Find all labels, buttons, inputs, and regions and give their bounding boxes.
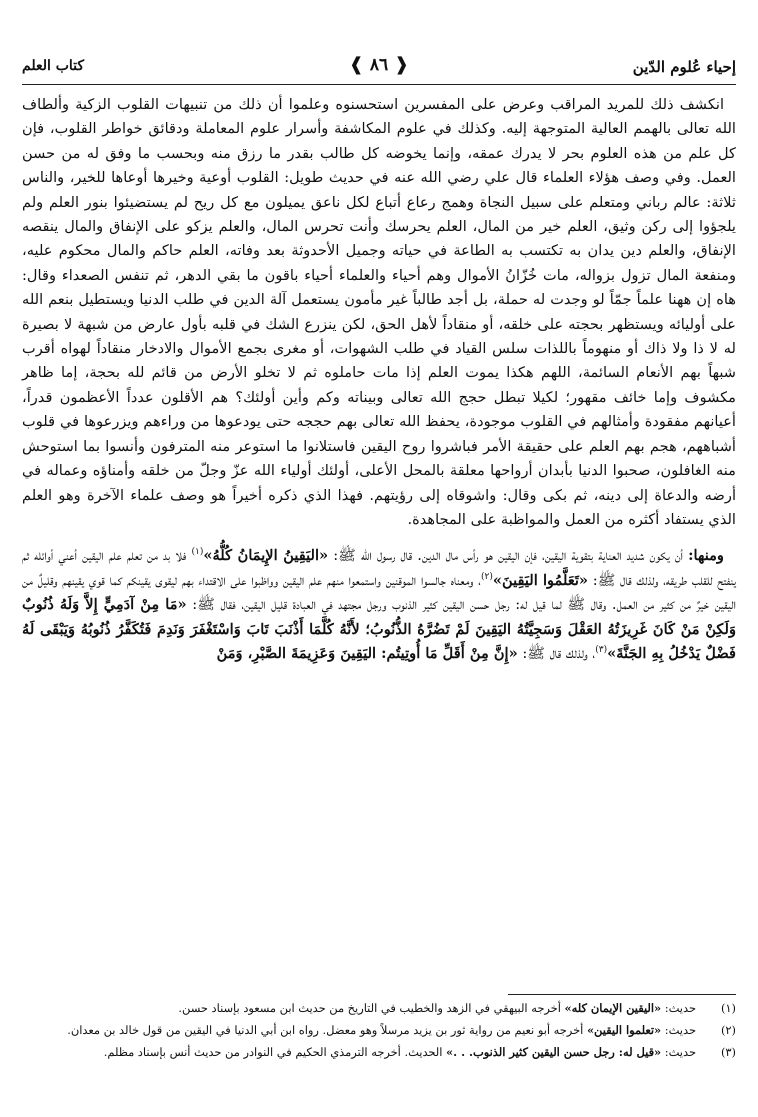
footnote-text xyxy=(22,1044,696,1061)
chapter-title: كتاب العلم xyxy=(22,58,85,74)
page-header xyxy=(22,54,736,85)
footnote-body: الحديث. أخرجه الترمذي الحكيم في النوادر من حديث أنس بإسناد مظلم. xyxy=(103,1045,447,1059)
footnote-number: (٣) xyxy=(720,1045,736,1059)
footnote-body: أخرجه البيهقي في الزهد والخطيب في التاريخ من حديث ابن مسعود بإسناد حسن. xyxy=(178,1001,565,1015)
footnote-text xyxy=(22,1022,696,1039)
footnote-ref: (٢) xyxy=(480,571,493,582)
footnotes xyxy=(22,1000,736,1066)
text-run: ، ولذلك قال ﷺ: xyxy=(517,644,596,662)
footnote-prefix: حديث: xyxy=(661,1023,696,1037)
book-title: إحياء عُلوم الدّين xyxy=(632,58,736,76)
ornament-left-icon: ❱ xyxy=(348,54,364,75)
footnote-divider xyxy=(508,994,736,995)
footnote-number: (٢) xyxy=(720,1023,736,1037)
footnote-text xyxy=(22,1000,696,1017)
text-run: فلا بد من تعلم علم اليقين أعني أوائله ثم ينفتح للقلب طريقه، ولذلك قال ﷺ: xyxy=(22,547,736,589)
page-number: ٨٦ xyxy=(369,55,389,75)
paragraph-lead: ومنها: xyxy=(688,547,724,565)
footnote xyxy=(22,1044,736,1061)
footnote-prefix: حديث: xyxy=(661,1001,696,1015)
hadith-quote: «تَعَلَّمُوا اليَقِينَ» xyxy=(492,571,589,589)
hadith-quote: «إِنَّ مِنْ أَقَلِّ مَا أُوتِيتُم: اليَقِينَ وَعَزِيمَةَ الصَّبْرِ، وَمَنْ xyxy=(216,644,518,662)
footnote xyxy=(22,1022,736,1039)
footnote-ref: (٣) xyxy=(595,645,608,656)
text-run: ، ومعناه جالسوا الموقنين واستمعوا منهم علم اليقين وواظبوا على الاقتداء بهم ليقوى يقينكم كما قوي يقينهم وقليلٌ من اليقين خيرٌ من كثير من العمل. وقال ﷺ لما قيل له: رجل حسن اليقين كثير الذنوب ورجل مجتهد في العبادة قليل اليقين، فقال ﷺ: xyxy=(22,571,736,614)
paragraph-1: انكشف ذلك للمريد المراقب وعرض على المفسرين استحسنوه وعلموا أن ذلك من تنبيهات القلوب الزكية وألطاف الله تعالى بالهمم العالية المتوجهة إليه. وكذلك في علوم المكاشفة وأسرار علوم المعاملة ودقائق خواطر القلوب، فإن كل علم من هذه العلوم بحر لا يدرك عمقه، وإنما يخوضه كل طالب بقدر ما رزق منه وبحسب ما وفق له من حسن العمل. وفي وصف هؤلاء العلماء قال علي رضي الله عنه في حديث طويل: القلوب أوعية وخيرها أوعاها للخير، والناس ثلاثة: عالم رباني ومتعلم على سبيل النجاة وهمج رعاع أتباع لكل ناعق يميلون مع كل ريح لم يستضيئوا بنور العلم ولم يلجؤوا إلى ركن وثيق، العلم خير من المال، العلم يحرسك وأنت تحرس المال، والعلم يزكو على الإنفاق والمال ينقصه الإنفاق، والعلم دين يدان به تكتسب به الطاعة في حياته وجميل الأحدوثة بعد وفاته، العلم حاكم والمال محكوم عليه، ومنفعة المال تزول بزواله، مات خُزّانُ الأموال وهم أحياء والعلماء أحياء باقون ما بقي الدهر، ثم تنفس الصعداء وقال: هاه إن ههنا علماً جمّاً لو وجدت له حملة، بل أجد طالباً غير مأمون يستعمل آلة الدين في طلب الدنيا ويستطيل بنعم الله على أوليائه ويستظهر بحجته على خلقه، أو منقاداً لأهل الحق، لكن ينزرع الشك في قلبه بأول عارض من شبهة لا بصيرة له لا ذا ولا ذاك أو منهوماً باللذات سلس القياد في طلب الشهوات، أو مغرى بجمع الأموال والادخار منقاداً لهواه أقرب شبهاً بهم الأنعام السائمة، اللهم هكذا يموت العلم إذا مات حاملوه ثم لا تخلو الأرض من قائم لله بحجة، إما ظاهر مكشوف وإما خائف مقهور؛ لكيلا تبطل حجج الله تعالى وبيناته وكم وأين أولئك؟ هم الأقلون عدداً الأعظمون قدراً، أعيانهم مفقودة وأمثالهم في القلوب موجودة، يحفظ الله تعالى بهم حججه حتى يودعوها من وراءهم ويزرعوها في قلوب أشباههم، هجم بهم العلم على حقيقة الأمر فباشروا روح اليقين فاستلانوا ما استوعر منه المترفون وأنسوا بما استوحش منه الغافلون، صحبوا الدنيا بأبدان أرواحها معلقة بالمحل الأعلى، أولئك أولياء الله عزّ وجلّ من خلقه وأمناؤه وعماله في أرضه والدعاة إلى دينه، ثم بكى وقال: واشوقاه إلى رؤيتهم. فهذا الذي ذكره أخيراً هو وصف علماء الآخرة وهو العلم الذي يستفاد أكثره من العمل والمواظبة على المجاهدة. xyxy=(22,96,736,528)
footnote-body: أخرجه أبو نعيم من رواية ثور بن يزيد مرسلاً وهو معضل. رواه ابن أبي الدنيا في اليقين من قول خالد بن معدان. xyxy=(67,1023,587,1037)
page-number-box xyxy=(349,54,409,75)
footnote xyxy=(22,1000,736,1017)
footnote-quote: «قيل له: رجل حسن اليقين كثير الذنوب. . .» xyxy=(446,1045,662,1059)
hadith-quote: «اليَقِينُ الإِيمَانُ كُلُّهُ» xyxy=(203,547,329,565)
footnote-number: (١) xyxy=(720,1001,736,1015)
footnote-ref: (١) xyxy=(191,547,204,558)
footnote-prefix: حديث: xyxy=(661,1045,696,1059)
hadith-quote: «مَا مِنْ آدَمِيٍّ إِلاَّ وَلَهُ ذُنُوبٌ وَلَكِنْ مَنْ كَانَ غَرِيزَتُهُ العَقْلَ وَسَجِيَّتُهُ اليَقِينَ لَمْ تَضُرَّهُ الذُّنُوبُ؛ لأَنَّهُ كُلَّمَا أَذْنَبَ تَابَ وَاسْتَغْفَرَ وَنَدِمَ فَتُكَفَّرُ ذُنُوبُهُ وَيَبْقَى لَهُ فَضْلٌ يَدْخُلُ بِهِ الجَنَّةَ» xyxy=(22,596,736,662)
main-text xyxy=(22,93,736,666)
footnote-quote: «تعلموا اليقين» xyxy=(586,1023,662,1037)
ornament-right-icon: ❰ xyxy=(394,54,410,75)
paragraph-2 xyxy=(22,544,736,666)
footnote-quote: «اليقين الإيمان كله» xyxy=(564,1001,662,1015)
text-run: أن يكون شديد العناية بتقوية اليقين، فإن اليقين هو رأس مال الدين. قال رسول الله ﷺ: xyxy=(328,547,689,565)
